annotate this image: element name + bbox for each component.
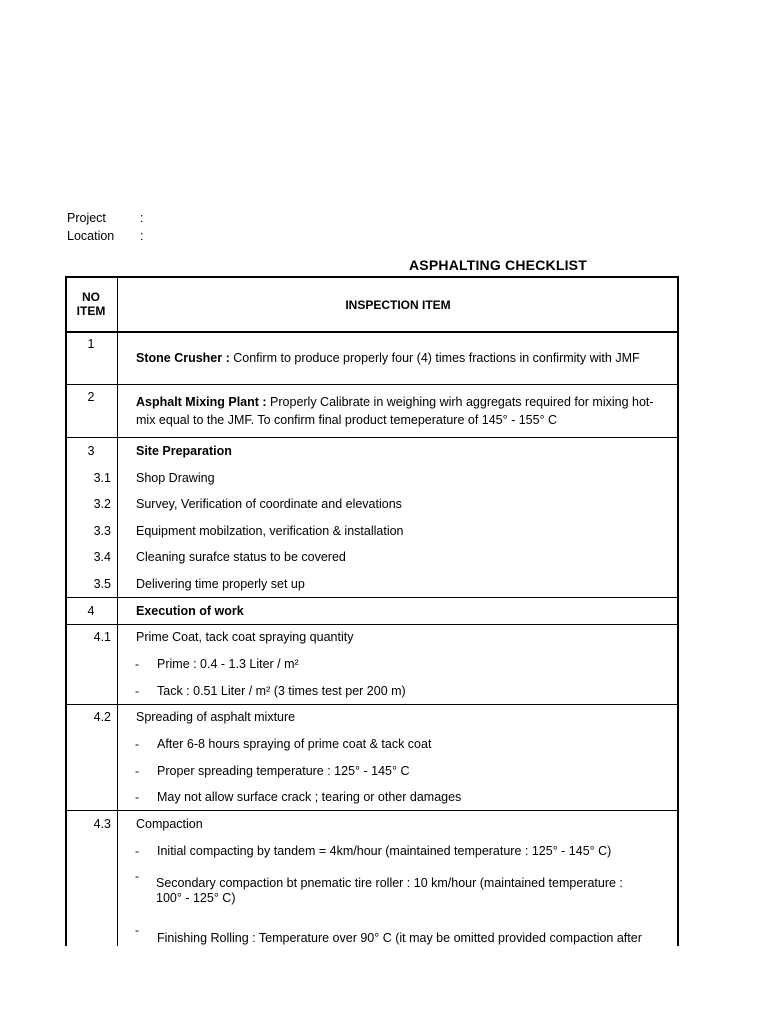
location-label: Location	[67, 229, 115, 243]
row-3-4-item: Cleaning surafce status to be covered	[136, 550, 346, 564]
row-divider	[65, 810, 679, 811]
row-divider	[65, 704, 679, 705]
row-4-2-point-1: After 6-8 hours spraying of prime coat & tack coat	[157, 737, 432, 751]
bullet-dash: -	[135, 923, 139, 937]
row-3-no: 3	[87, 444, 95, 458]
row-divider	[65, 624, 679, 625]
bullet-dash: -	[135, 737, 139, 751]
bullet-dash: -	[135, 790, 139, 804]
row-3-2-no: 3.2	[93, 497, 111, 511]
row-4-3-point-2	[156, 876, 623, 906]
row-1-item	[136, 350, 640, 367]
row-3-3-item: Equipment mobilzation, verification & installation	[136, 524, 404, 538]
row-3-1-no: 3.1	[93, 471, 111, 485]
row-4-3-point-2-line2: 100° - 125° C)	[156, 891, 236, 905]
row-4-2-item: Spreading of asphalt mixture	[136, 710, 296, 724]
bullet-dash: -	[135, 844, 139, 858]
project-field	[67, 211, 143, 225]
row-divider	[65, 437, 679, 438]
row-divider	[65, 384, 679, 385]
table-column-divider	[117, 278, 118, 946]
row-4-3-item: Compaction	[136, 817, 203, 831]
row-1-text: Confirm to produce properly four (4) times fractions in confirmity with JMF	[229, 351, 640, 365]
row-3-5-item: Delivering time properly set up	[136, 577, 305, 591]
bullet-dash: -	[135, 684, 139, 698]
row-4-2-point-3: May not allow surface crack ; tearing or other damages	[157, 790, 462, 804]
column-header-no-line1: NO	[82, 290, 100, 304]
row-4-1-tack: Tack : 0.51 Liter / m² (3 times test per 200 m)	[157, 684, 406, 698]
row-divider	[65, 597, 679, 598]
row-3-3-no: 3.3	[93, 524, 111, 538]
row-2-no: 2	[87, 390, 95, 404]
row-4-3-point-3: Finishing Rolling : Temperature over 90° C (it may be omitted provided compaction after	[157, 931, 642, 945]
table-border-right	[677, 278, 679, 946]
row-4-1-item: Prime Coat, tack coat spraying quantity	[136, 630, 354, 644]
bullet-dash: -	[135, 657, 139, 671]
row-4-no: 4	[87, 604, 95, 618]
row-3-1-item: Shop Drawing	[136, 471, 215, 485]
column-header-item: INSPECTION ITEM	[345, 298, 451, 312]
project-label: Project	[67, 211, 106, 225]
document-title: ASPHALTING CHECKLIST	[409, 257, 587, 273]
row-4-1-no: 4.1	[93, 630, 111, 644]
row-1-label: Stone Crusher :	[136, 351, 230, 365]
bullet-dash: -	[135, 764, 139, 778]
location-field	[67, 229, 143, 243]
row-2-label: Asphalt Mixing Plant :	[136, 395, 267, 409]
row-3-item: Site Preparation	[136, 444, 232, 458]
row-2-item	[136, 393, 654, 429]
project-separator: :	[140, 211, 144, 225]
row-3-4-no: 3.4	[93, 550, 111, 564]
column-header-no-line2: ITEM	[76, 304, 106, 318]
location-separator: :	[140, 229, 144, 243]
row-2-text-line2: mix equal to the JMF. To confirm final product temeperature of 145° - 155° C	[136, 413, 558, 427]
bullet-dash: -	[135, 869, 139, 883]
column-header-no	[65, 290, 117, 318]
row-4-1-prime: Prime : 0.4 - 1.3 Liter / m²	[157, 657, 299, 671]
row-4-3-no: 4.3	[93, 817, 111, 831]
header-divider	[65, 331, 679, 333]
row-3-2-item: Survey, Verification of coordinate and elevations	[136, 497, 402, 511]
row-3-5-no: 3.5	[93, 577, 111, 591]
row-4-2-point-2: Proper spreading temperature : 125° - 145° C	[157, 764, 410, 778]
row-2-text-line1: Properly Calibrate in weighing wirh aggregats required for mixing hot-	[266, 395, 654, 409]
row-4-item: Execution of work	[136, 604, 244, 618]
row-1-no: 1	[87, 337, 95, 351]
row-4-3-point-2-line1: Secondary compaction bt pnematic tire roller : 10 km/hour (maintained temperature :	[156, 876, 623, 890]
row-4-2-no: 4.2	[93, 710, 111, 724]
checklist-table	[65, 276, 679, 946]
row-4-3-point-1: Initial compacting by tandem = 4km/hour (maintained temperature : 125° - 145° C)	[157, 844, 612, 858]
